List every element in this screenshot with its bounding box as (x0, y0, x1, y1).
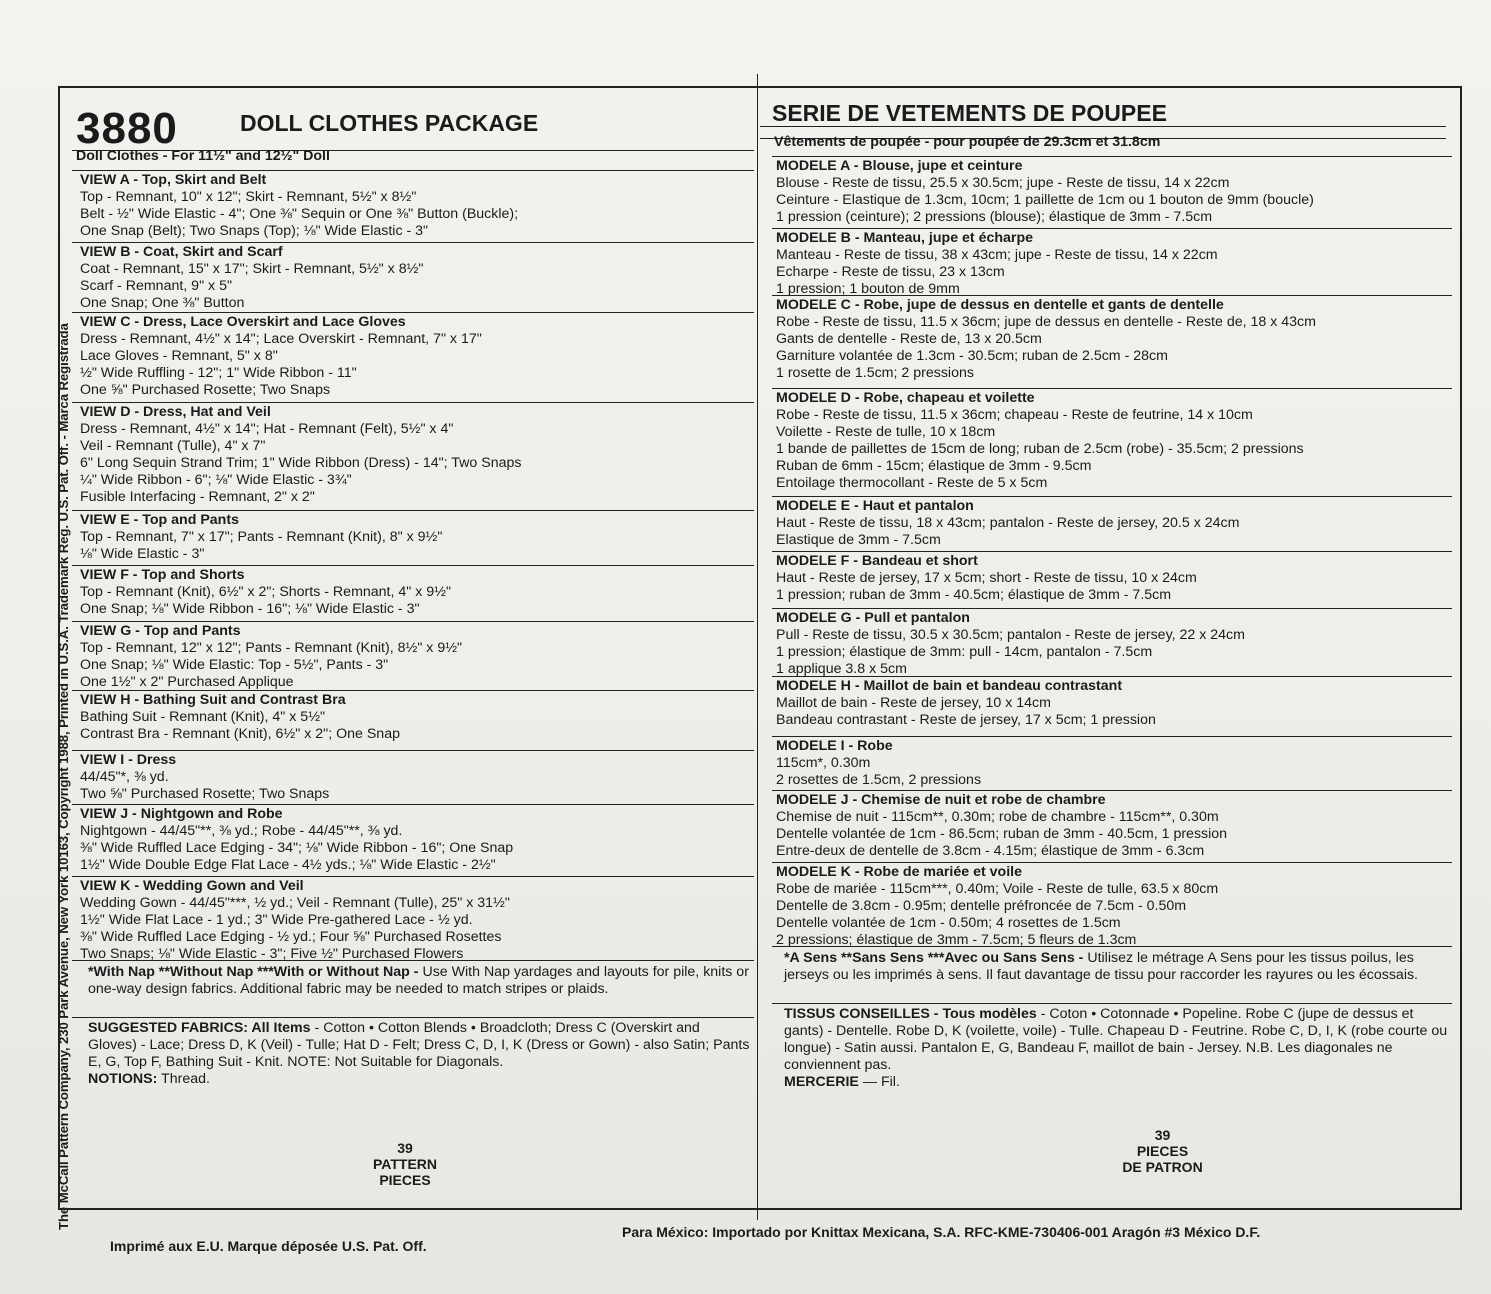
rule (72, 804, 754, 805)
view-line: Belt - ½" Wide Elastic - 4"; One ⅜" Sequin or One ⅜" Button (Buckle); (80, 206, 519, 222)
view-line: One Snap; ⅛" Wide Ribbon - 16"; ⅛" Wide Elastic - 3" (80, 601, 420, 617)
en-view-block (80, 404, 521, 506)
view-line: 1 pression (ceinture); 2 pressions (blouse); élastique de 3mm - 7.5cm (776, 209, 1213, 225)
view-heading: VIEW H - Bathing Suit and Contrast Bra (80, 692, 346, 708)
rule (772, 295, 1452, 296)
view-line: ⅜" Wide Ruffled Lace Edging - ½ yd.; Four ⅝" Purchased Rosettes (80, 929, 502, 945)
rule (772, 496, 1452, 497)
footer-left: Imprimé aux E.U. Marque déposée U.S. Pat. Off. (110, 1238, 427, 1254)
fr-view-block (776, 553, 1197, 604)
view-line: Haut - Reste de jersey, 17 x 5cm; short - Reste de tissu, 10 x 24cm (776, 570, 1197, 586)
footer-right: Para México: Importado por Knittax Mexicana, S.A. RFC-KME-730406-001 Aragón #3 México D.F. (622, 1224, 1261, 1240)
view-line: 1½" Wide Flat Lace - 1 yd.; 3" Wide Pre-gathered Lace - ½ yd. (80, 912, 473, 928)
view-line: Dress - Remnant, 4½" x 14"; Hat - Remnant (Felt), 5½" x 4" (80, 421, 454, 437)
fr-view-block (776, 792, 1227, 860)
rule (772, 228, 1452, 229)
view-line: Wedding Gown - 44/45"***, ½ yd.; Veil - Remnant (Tulle), 25" x 31½" (80, 895, 510, 911)
view-heading: MODELE G - Pull et pantalon (776, 610, 970, 626)
view-heading: MODELE C - Robe, jupe de dessus en dentelle et gants de dentelle (776, 297, 1224, 313)
rule (772, 790, 1452, 791)
rule (72, 750, 754, 751)
en-view-block (80, 878, 510, 963)
view-line: Top - Remnant, 7" x 17"; Pants - Remnant (Knit), 8" x 9½" (80, 529, 443, 545)
view-line: Elastique de 3mm - 7.5cm (776, 532, 941, 548)
view-line: Coat - Remnant, 15" x 17"; Skirt - Remnant, 5½" x 8½" (80, 261, 424, 277)
view-line: One 1½" x 2" Purchased Applique (80, 674, 294, 690)
fr-view-block (776, 158, 1314, 226)
pattern-number: 3880 (76, 104, 178, 153)
view-line: Two Snaps; ⅛" Wide Elastic - 3"; Five ½" Purchased Flowers (80, 946, 464, 962)
title-french: SERIE DE VETEMENTS DE POUPEE (772, 100, 1167, 126)
rule (772, 1003, 1452, 1004)
view-line: ⅛" Wide Elastic - 3" (80, 546, 205, 562)
fr-view-block (776, 738, 981, 789)
view-line: Ruban de 6mm - 15cm; élastique de 3mm - 9.5cm (776, 458, 1092, 474)
view-line: 44/45"*, ⅜ yd. (80, 769, 169, 785)
rule (760, 126, 1446, 127)
view-heading: VIEW F - Top and Shorts (80, 567, 245, 583)
view-line: Fusible Interfacing - Remnant, 2" x 2" (80, 489, 315, 505)
en-view-block (80, 244, 423, 312)
view-heading: MODELE F - Bandeau et short (776, 553, 978, 569)
fr-view-block (776, 390, 1304, 492)
view-line: One Snap; One ⅜" Button (80, 295, 245, 311)
subtitle-english: Doll Clothes - For 11½" and 12½" Doll (76, 148, 330, 164)
pattern-pieces-english: 39 PATTERN PIECES (372, 1140, 438, 1188)
subtitle-french: Vêtements de poupée - pour poupée de 29.3cm et 31.8cm (774, 134, 1161, 150)
rule (772, 946, 1452, 947)
rule (72, 960, 754, 961)
rule (72, 402, 754, 403)
view-line: Ceinture - Elastique de 1.3cm, 10cm; 1 paillette de 1cm ou 1 bouton de 9mm (boucle) (776, 192, 1314, 208)
view-line: Robe - Reste de tissu, 11.5 x 36cm; jupe de dessus en dentelle - Reste de, 18 x 43cm (776, 314, 1316, 330)
nap-note-french: *A Sens **Sans Sens ***Avec ou Sans Sens - Utilisez le métrage A Sens pour les tissus poilus, les jerseys ou les imprimés à sens. Il faut davantage de tissu pour raccorder les rayures ou les écossais. (784, 950, 1419, 983)
view-line: Chemise de nuit - 115cm**, 0.30m; robe de chambre - 115cm**, 0.30m (776, 809, 1219, 825)
view-line: Dress - Remnant, 4½" x 14"; Lace Overskirt - Remnant, 7" x 17" (80, 331, 482, 347)
view-line: Entoilage thermocollant - Reste de 5 x 5cm (776, 475, 1048, 491)
view-line: Gants de dentelle - Reste de, 13 x 20.5cm (776, 331, 1042, 347)
view-line: Dentelle volantée de 1cm - 0.50m; 4 rosettes de 1.5cm (776, 915, 1121, 931)
view-heading: MODELE D - Robe, chapeau et voilette (776, 390, 1035, 406)
suggested-fabrics-english: SUGGESTED FABRICS: All Items - Cotton • Cotton Blends • Broadcloth; Dress C (Overskirt and Gloves) - Lace; Dress D, K (Veil) - Tulle; Hat D - Felt; Dress C, D, I, K (Dress or Gown) - also Satin; Pants E, G, Top F, Bathing Suit - Knit. NOTE: Not Suitable for Diagonals. NOTIONS: Thread. (88, 1020, 750, 1087)
fr-view-block (776, 864, 1218, 949)
view-heading: MODELE E - Haut et pantalon (776, 498, 974, 514)
view-line: Veil - Remnant (Tulle), 4" x 7" (80, 438, 266, 454)
view-line: Top - Remnant, 10" x 12"; Skirt - Remnant, 5½" x 8½" (80, 189, 417, 205)
view-line: 1 rosette de 1.5cm; 2 pressions (776, 365, 974, 381)
view-heading: MODELE I - Robe (776, 738, 893, 754)
view-line: Voilette - Reste de tulle, 10 x 18cm (776, 424, 996, 440)
en-view-block (80, 172, 518, 240)
view-line: One ⅝" Purchased Rosette; Two Snaps (80, 382, 331, 398)
view-line: ⅜" Wide Ruffled Lace Edging - 34"; ⅛" Wide Ribbon - 16"; One Snap (80, 840, 514, 856)
view-line: Bathing Suit - Remnant (Knit), 4" x 5½" (80, 709, 326, 725)
fr-view-block (776, 610, 1245, 678)
en-view-block (80, 752, 329, 803)
view-line: Blouse - Reste de tissu, 25.5 x 30.5cm; jupe - Reste de tissu, 14 x 22cm (776, 175, 1230, 191)
pattern-pieces-french: 39 PIECES DE PATRON (1122, 1127, 1203, 1175)
view-line: Haut - Reste de tissu, 18 x 43cm; pantalon - Reste de jersey, 20.5 x 24cm (776, 515, 1240, 531)
view-line: Dentelle volantée de 1cm - 86.5cm; ruban de 3mm - 40.5cm, 1 pression (776, 826, 1228, 842)
side-credit: The McCall Pattern Company, 230 Park Avenue, New York 10163, Copyright 1988, Printed in U.S.A. Trademark Reg. U.S. Pat. Off. - Marca Registrada (56, 323, 71, 1230)
column-divider (757, 74, 758, 1220)
en-view-block (80, 692, 400, 743)
view-line: 1 bande de paillettes de 15cm de long; ruban de 2.5cm (robe) - 35.5cm; 2 pressions (776, 441, 1304, 457)
view-line: ½" Wide Ruffling - 12"; 1" Wide Ribbon - 11" (80, 365, 357, 381)
fr-view-block (776, 498, 1239, 549)
rule (772, 676, 1452, 677)
view-line: Lace Gloves - Remnant, 5" x 8" (80, 348, 278, 364)
view-line: Contrast Bra - Remnant (Knit), 6½" x 2"; One Snap (80, 726, 400, 742)
rule (72, 690, 754, 691)
view-heading: VIEW A - Top, Skirt and Belt (80, 172, 267, 188)
view-heading: MODELE A - Blouse, jupe et ceinture (776, 158, 1023, 174)
view-line: Top - Remnant (Knit), 6½" x 2"; Shorts - Remnant, 4" x 9½" (80, 584, 452, 600)
view-line: Scarf - Remnant, 9" x 5" (80, 278, 233, 294)
view-line: Robe - Reste de tissu, 11.5 x 36cm; chapeau - Reste de feutrine, 14 x 10cm (776, 407, 1253, 423)
nap-note-english: *With Nap **Without Nap ***With or Without Nap - Use With Nap yardages and layouts for pile, knits or one-way design fabrics. Additional fabric may be needed to match stripes or plaids. (88, 964, 749, 997)
view-line: Nightgown - 44/45"**, ⅜ yd.; Robe - 44/45"**, ⅜ yd. (80, 823, 403, 839)
view-line: Bandeau contrastant - Reste de jersey, 17 x 5cm; 1 pression (776, 712, 1156, 728)
view-line: 115cm*, 0.30m (776, 755, 871, 771)
rule (72, 565, 754, 566)
en-view-block (80, 623, 462, 691)
view-line: ¼" Wide Ribbon - 6"; ⅛" Wide Elastic - 3¾" (80, 472, 352, 488)
view-heading: VIEW C - Dress, Lace Overskirt and Lace Gloves (80, 314, 406, 330)
fr-view-block (776, 230, 1218, 298)
rule (772, 862, 1452, 863)
rule (772, 156, 1452, 157)
rule (772, 608, 1452, 609)
view-heading: VIEW D - Dress, Hat and Veil (80, 404, 271, 420)
rule (72, 510, 754, 511)
view-heading: MODELE K - Robe de mariée et voile (776, 864, 1022, 880)
fr-view-block (776, 297, 1316, 382)
view-heading: VIEW I - Dress (80, 752, 177, 768)
rule (72, 876, 754, 877)
view-heading: VIEW E - Top and Pants (80, 512, 239, 528)
rule (72, 312, 754, 313)
view-line: 2 pressions; élastique de 3mm - 7.5cm; 5 fleurs de 1.3cm (776, 932, 1137, 948)
en-view-block (80, 806, 513, 874)
view-line: 1 pression; 1 bouton de 9mm (776, 281, 960, 297)
view-line: 1 applique 3.8 x 5cm (776, 661, 907, 677)
view-line: 1½" Wide Double Edge Flat Lace - 4½ yds.; ⅛" Wide Elastic - 2½" (80, 857, 496, 873)
view-line: 2 rosettes de 1.5cm, 2 pressions (776, 772, 982, 788)
rule (772, 736, 1452, 737)
view-line: Two ⅝" Purchased Rosette; Two Snaps (80, 786, 330, 802)
view-line: One Snap; ⅛" Wide Elastic: Top - 5½", Pants - 3" (80, 657, 389, 673)
rule (72, 1017, 754, 1018)
title-english: DOLL CLOTHES PACKAGE (240, 110, 539, 136)
view-line: Top - Remnant, 12" x 12"; Pants - Remnant (Knit), 8½" x 9½" (80, 640, 463, 656)
rule (772, 388, 1452, 389)
view-line: One Snap (Belt); Two Snaps (Top); ⅛" Wide Elastic - 3" (80, 223, 429, 239)
view-line: Entre-deux de dentelle de 3.8cm - 4.15m; élastique de 3mm - 6.3cm (776, 843, 1205, 859)
view-line: Maillot de bain - Reste de jersey, 10 x 14cm (776, 695, 1051, 711)
view-line: Manteau - Reste de tissu, 38 x 43cm; jupe - Reste de tissu, 14 x 22cm (776, 247, 1218, 263)
view-heading: MODELE H - Maillot de bain et bandeau contrastant (776, 678, 1123, 694)
rule (772, 551, 1452, 552)
view-heading: VIEW G - Top and Pants (80, 623, 241, 639)
view-line: 6" Long Sequin Strand Trim; 1" Wide Ribbon (Dress) - 14"; Two Snaps (80, 455, 522, 471)
view-line: Pull - Reste de tissu, 30.5 x 30.5cm; pantalon - Reste de jersey, 22 x 24cm (776, 627, 1245, 643)
view-line: Dentelle de 3.8cm - 0.95m; dentelle préfroncée de 7.5cm - 0.50m (776, 898, 1187, 914)
rule (72, 621, 754, 622)
view-heading: MODELE B - Manteau, jupe et écharpe (776, 230, 1033, 246)
view-line: 1 pression; ruban de 3mm - 40.5cm; élastique de 3mm - 7.5cm (776, 587, 1172, 603)
view-heading: VIEW B - Coat, Skirt and Scarf (80, 244, 283, 260)
rule (72, 170, 754, 171)
en-view-block (80, 512, 442, 563)
view-line: Robe de mariée - 115cm***, 0.40m; Voile - Reste de tulle, 63.5 x 80cm (776, 881, 1219, 897)
view-heading: VIEW J - Nightgown and Robe (80, 806, 283, 822)
view-line: 1 pression; élastique de 3mm: pull - 14cm, pantalon - 7.5cm (776, 644, 1153, 660)
fr-view-block (776, 678, 1156, 729)
view-heading: MODELE J - Chemise de nuit et robe de chambre (776, 792, 1106, 808)
view-line: Garniture volantée de 1.3cm - 30.5cm; ruban de 2.5cm - 28cm (776, 348, 1168, 364)
view-heading: VIEW K - Wedding Gown and Veil (80, 878, 304, 894)
suggested-fabrics-french: TISSUS CONSEILLES - Tous modèles - Coton • Cotonnade • Popeline. Robe C (jupe de dessus et gants) - Dentelle. Robe D, K (voilette, voile) - Tulle. Chapeau D - Feutrine. Robe C, D, I, K (robe courte ou longue) - Satin aussi. Pantalon E, G, Bandeau F, maillot de bain - Jersey. N.B. Les diagonales ne conviennent pas. MERCERIE — Fil. (784, 1006, 1448, 1090)
rule (72, 242, 754, 243)
view-line: Echarpe - Reste de tissu, 23 x 13cm (776, 264, 1005, 280)
en-view-block (80, 567, 451, 618)
en-view-block (80, 314, 482, 399)
